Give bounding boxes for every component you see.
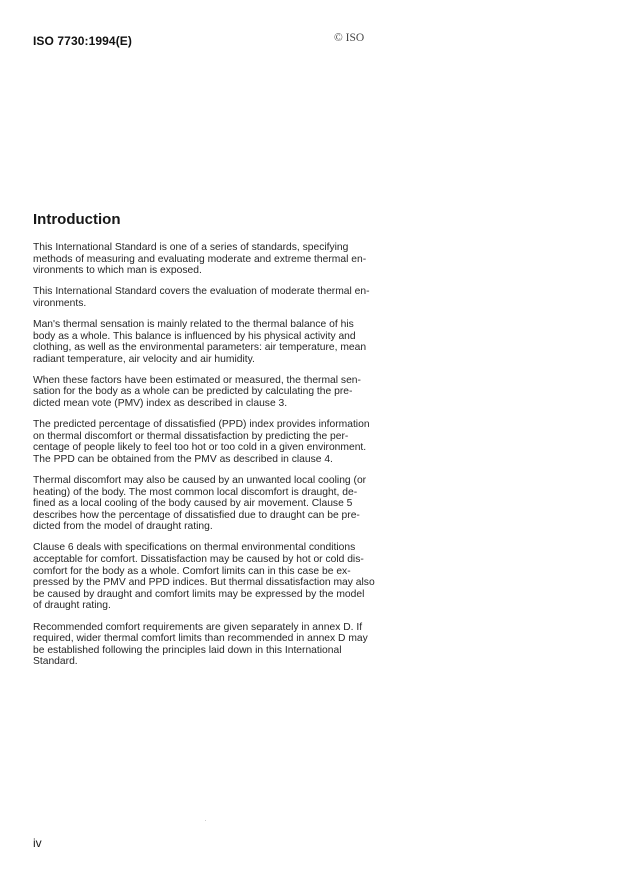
text-line: Standard. — [33, 656, 78, 668]
text-line: When these factors have been estimated or measured, the thermal sen- — [33, 374, 361, 386]
paragraph-6 — [33, 475, 378, 533]
text-line: heating) of the body. The most common local discomfort is draught, de- — [33, 486, 358, 498]
copyright-notice: © ISO — [334, 32, 365, 44]
text-line: Man's thermal sensation is mainly related to the thermal balance of his — [33, 318, 354, 330]
section-title: Introduction — [33, 211, 121, 228]
text-line: This International Standard is one of a series of standards, specifying — [33, 242, 349, 253]
paragraph-4 — [33, 375, 378, 410]
text-line: dicted from the model of draught rating. — [33, 521, 213, 533]
scan-speck — [205, 820, 206, 821]
text-line: Thermal discomfort may also be caused by an unwanted local cooling (or — [33, 475, 367, 486]
text-line: vironments to which man is exposed. — [33, 265, 202, 277]
paragraph-5 — [33, 419, 378, 465]
text-line: acceptable for comfort. Dissatisfaction may be caused by hot or cold dis- — [33, 554, 364, 566]
text-line: of draught rating. — [33, 600, 111, 612]
text-line: This International Standard covers the evaluation of moderate thermal en- — [33, 286, 370, 298]
text-line: radiant temperature, air velocity and air humidity. — [33, 353, 255, 365]
text-line: The PPD can be obtained from the PMV as described in clause 4. — [33, 453, 333, 465]
text-line: sation for the body as a whole can be predicted by calculating the pre- — [33, 386, 353, 398]
text-line: dicted mean vote (PMV) index as described in clause 3. — [33, 398, 288, 410]
text-line: The predicted percentage of dissatisfied (PPD) index provides information — [33, 419, 370, 431]
text-line: methods of measuring and evaluating moderate and extreme thermal en- — [33, 253, 367, 265]
text-line: required, wider thermal comfort limits than recommended in annex D may — [33, 633, 368, 645]
text-line: comfort for the body as a whole. Comfort limits can in this case be ex- — [33, 565, 351, 577]
text-line: on thermal discomfort or thermal dissatisfaction by predicting the per- — [33, 430, 349, 442]
text-line: pressed by the PMV and PPD indices. But thermal dissatisfaction may also — [33, 577, 375, 589]
text-line: fined as a local cooling of the body caused by air movement. Clause 5 — [33, 498, 353, 510]
paragraph-7 — [33, 542, 378, 612]
document-id: ISO 7730:1994(E) — [33, 34, 132, 48]
text-line: Recommended comfort requirements are given separately in annex D. If — [33, 621, 363, 633]
text-line: vironments. — [33, 297, 87, 309]
paragraph-2 — [33, 286, 378, 309]
paragraph-8 — [33, 622, 378, 668]
page-number: iv — [33, 836, 42, 850]
body-text — [33, 242, 378, 677]
paragraph-1 — [33, 242, 378, 277]
text-line: Clause 6 deals with specifications on thermal environmental conditions — [33, 542, 356, 554]
text-line: be established following the principles laid down in this International — [33, 644, 342, 656]
text-line: be caused by draught and comfort limits may be expressed by the model — [33, 588, 365, 600]
text-line: centage of people likely to feel too hot or too cold in a given environment. — [33, 442, 367, 454]
text-line: clothing, as well as the environmental parameters: air temperature, mean — [33, 342, 367, 354]
text-line: describes how the percentage of dissatisfied due to draught can be pre- — [33, 509, 360, 521]
text-line: body as a whole. This balance is influenced by his physical activity and — [33, 330, 356, 342]
paragraph-3 — [33, 319, 378, 365]
